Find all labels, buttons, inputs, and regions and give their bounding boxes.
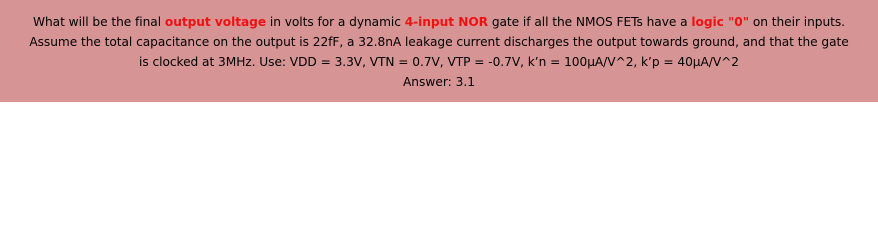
question-text: on their inputs. <box>749 15 845 29</box>
question-line-3: is clocked at 3MHz. Use: VDD = 3.3V, VTN = 0.7V, VTP = -0.7V, k’n = 100µA/V^2, k’p = 40µA/V^2 <box>139 55 739 69</box>
answer-text: Answer: 3.1 <box>402 75 476 89</box>
question-text: in volts for a dynamic <box>266 15 405 29</box>
question-text: What will be the final <box>33 15 165 29</box>
highlight-logic-zero: logic "0" <box>691 15 750 29</box>
question-text: gate if all the NMOS FETs have a <box>488 15 692 29</box>
question-line-1 <box>0 12 878 32</box>
question-line-2: Assume the total capacitance on the output is 22fF, a 32.8nA leakage current discharges the output towards ground, and that the gate <box>29 35 849 49</box>
highlight-4-input-nor: 4-input NOR <box>404 15 488 29</box>
highlight-output-voltage: output voltage <box>164 15 267 29</box>
question-card <box>0 0 878 102</box>
